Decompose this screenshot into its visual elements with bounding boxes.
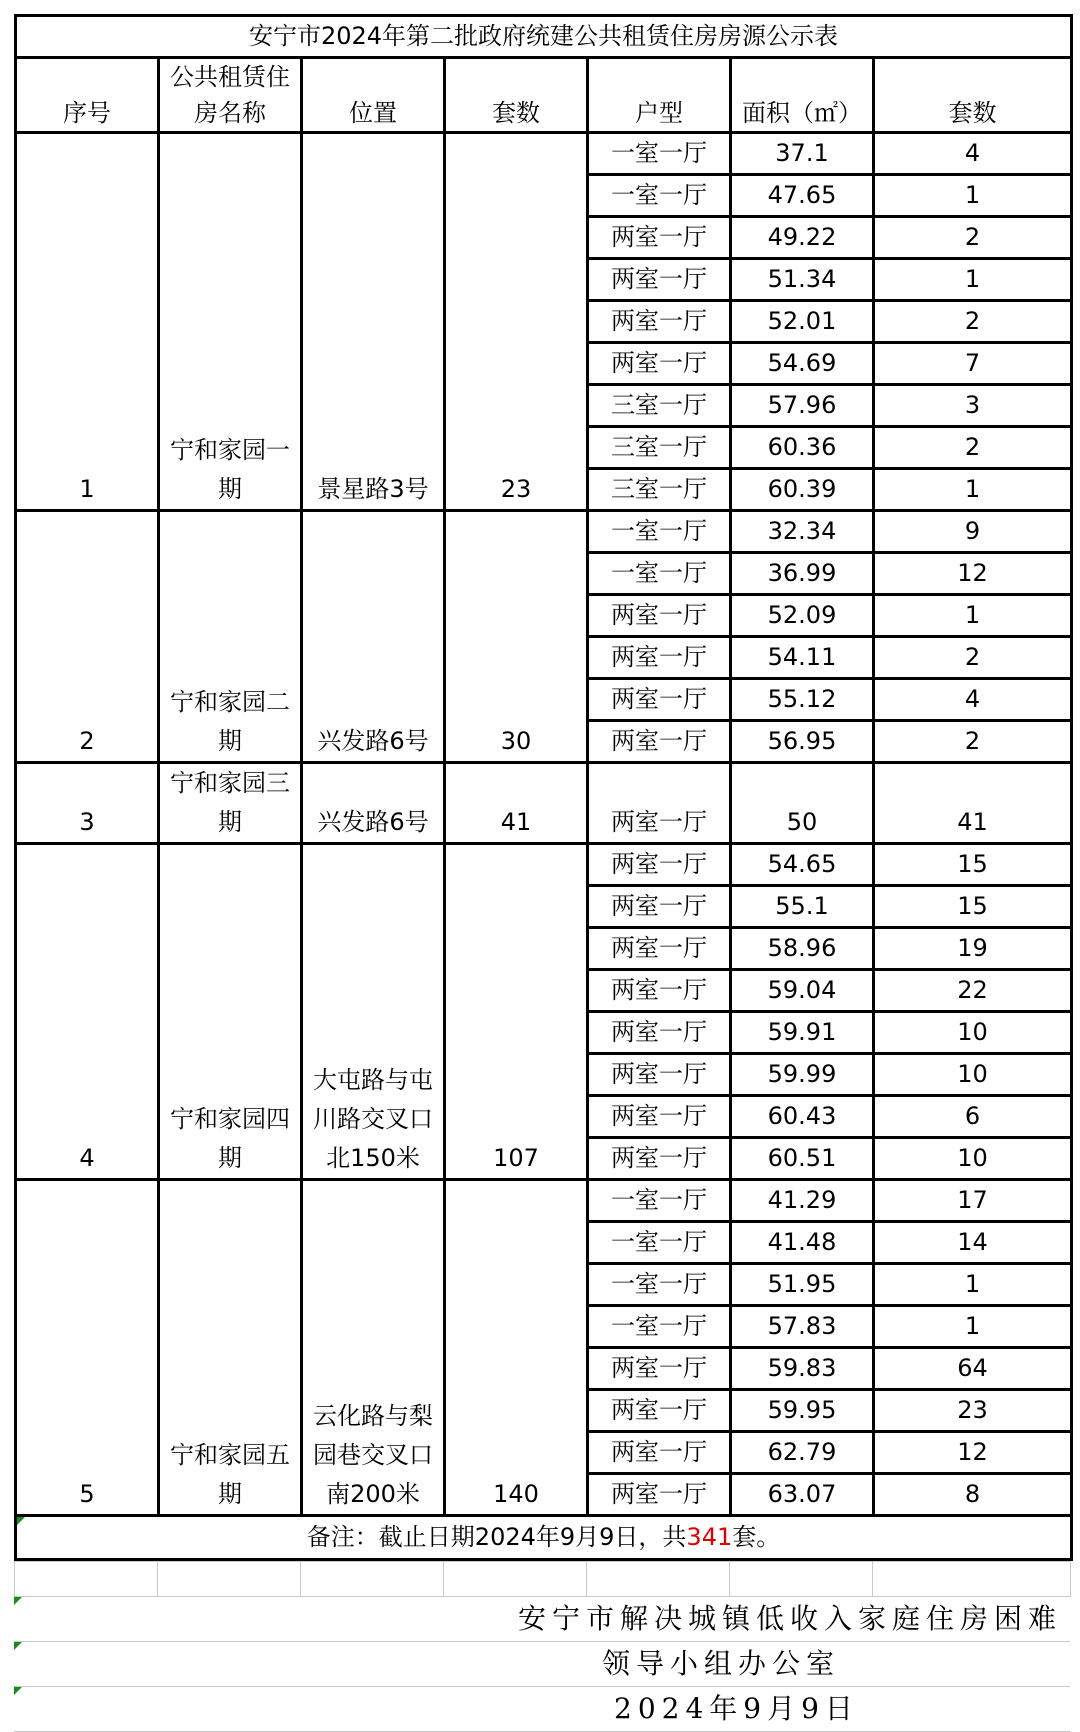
unit-area: 60.36 (731, 427, 874, 469)
footer-date-text: 2024年9月9日 (614, 1692, 859, 1725)
unit-type: 两室一厅 (588, 886, 731, 928)
unit-type: 两室一厅 (588, 1138, 731, 1180)
project-location (302, 844, 445, 1180)
project-location (302, 511, 445, 763)
project-name-line: 期 (218, 475, 242, 503)
project-index-line: 1 (79, 475, 95, 503)
header-unit-type: 户型 (588, 58, 731, 133)
unit-area: 32.34 (731, 511, 874, 553)
unit-area: 37.1 (731, 133, 874, 175)
unit-area: 60.43 (731, 1096, 874, 1138)
unit-count: 6 (874, 1096, 1072, 1138)
empty-cell[interactable] (730, 1562, 873, 1597)
table-row (16, 844, 1072, 886)
comment-marker-icon (17, 1517, 25, 1525)
unit-type: 一室一厅 (588, 133, 731, 175)
header-name-line2: 房名称 (194, 99, 266, 127)
project-name (159, 511, 302, 763)
empty-cell[interactable] (873, 1562, 1071, 1597)
unit-area: 36.99 (731, 553, 874, 595)
unit-count: 14 (874, 1222, 1072, 1264)
project-count (445, 763, 588, 844)
unit-type: 两室一厅 (588, 595, 731, 637)
unit-type: 两室一厅 (588, 259, 731, 301)
project-location-line: 兴发路6号 (317, 727, 429, 755)
project-location-line: 园巷交叉口 (313, 1441, 433, 1469)
unit-count: 1 (874, 175, 1072, 217)
empty-cell[interactable] (301, 1562, 444, 1597)
unit-count: 12 (874, 1432, 1072, 1474)
header-count: 套数 (445, 58, 588, 133)
unit-count: 2 (874, 427, 1072, 469)
unit-area: 52.01 (731, 301, 874, 343)
unit-count: 17 (874, 1180, 1072, 1222)
unit-type: 两室一厅 (588, 928, 731, 970)
project-location-line: 川路交叉口 (313, 1105, 433, 1133)
unit-type: 两室一厅 (588, 1432, 731, 1474)
project-location-line: 南200米 (326, 1480, 420, 1508)
unit-count: 10 (874, 1012, 1072, 1054)
note-total: 341 (686, 1523, 733, 1551)
unit-area: 62.79 (731, 1432, 874, 1474)
header-name (159, 58, 302, 133)
table-row (16, 511, 1072, 553)
unit-count: 23 (874, 1390, 1072, 1432)
unit-type: 三室一厅 (588, 427, 731, 469)
table-row (16, 763, 1072, 844)
comment-marker-icon (14, 1597, 22, 1605)
unit-count: 19 (874, 928, 1072, 970)
unit-area: 60.39 (731, 469, 874, 511)
project-location-line: 北150米 (326, 1144, 420, 1172)
unit-type: 三室一厅 (588, 385, 731, 427)
project-count-line: 30 (500, 727, 532, 755)
unit-area: 59.04 (731, 970, 874, 1012)
comment-marker-icon (14, 1687, 22, 1695)
empty-cell[interactable] (587, 1562, 730, 1597)
header-index: 序号 (16, 58, 159, 133)
project-index-line: 3 (79, 808, 95, 836)
project-location-line: 景星路3号 (317, 475, 429, 503)
header-area: 面积（㎡） (731, 58, 874, 133)
project-name-line: 宁和家园四 (170, 1105, 290, 1133)
housing-table (14, 14, 1073, 1561)
unit-type: 一室一厅 (588, 1264, 731, 1306)
unit-type: 三室一厅 (588, 469, 731, 511)
project-index (16, 133, 159, 511)
footer-date-line (14, 1687, 1070, 1732)
table-row (16, 1180, 1072, 1222)
project-name-line: 宁和家园二 (170, 688, 290, 716)
unit-type: 两室一厅 (588, 301, 731, 343)
unit-area: 59.95 (731, 1390, 874, 1432)
unit-area: 49.22 (731, 217, 874, 259)
unit-type: 一室一厅 (588, 553, 731, 595)
project-location (302, 1180, 445, 1516)
unit-type: 两室一厅 (588, 1012, 731, 1054)
unit-count: 8 (874, 1474, 1072, 1516)
unit-count: 64 (874, 1348, 1072, 1390)
unit-area: 59.83 (731, 1348, 874, 1390)
unit-count: 1 (874, 1306, 1072, 1348)
unit-area: 60.51 (731, 1138, 874, 1180)
unit-area: 55.12 (731, 679, 874, 721)
unit-type: 两室一厅 (588, 217, 731, 259)
unit-area: 56.95 (731, 721, 874, 763)
unit-area: 58.96 (731, 928, 874, 970)
unit-type: 两室一厅 (588, 679, 731, 721)
unit-count: 7 (874, 343, 1072, 385)
unit-area: 54.11 (731, 637, 874, 679)
project-name-line: 期 (218, 808, 242, 836)
unit-type: 一室一厅 (588, 511, 731, 553)
table-title: 安宁市2024年第二批政府统建公共租赁住房房源公示表 (16, 16, 1072, 58)
unit-count: 41 (874, 763, 1072, 844)
project-index (16, 844, 159, 1180)
project-index (16, 511, 159, 763)
empty-cell[interactable] (15, 1562, 158, 1597)
project-name-line: 期 (218, 1480, 242, 1508)
unit-area: 59.99 (731, 1054, 874, 1096)
project-location-line: 兴发路6号 (317, 808, 429, 836)
unit-type: 两室一厅 (588, 343, 731, 385)
project-name (159, 133, 302, 511)
project-count (445, 511, 588, 763)
unit-area: 57.96 (731, 385, 874, 427)
project-count (445, 133, 588, 511)
unit-type: 一室一厅 (588, 1306, 731, 1348)
comment-marker-icon (14, 1642, 22, 1650)
unit-count: 1 (874, 595, 1072, 637)
table-row (16, 133, 1072, 175)
unit-count: 22 (874, 970, 1072, 1012)
footer-office-line1 (14, 1597, 1070, 1642)
unit-count: 9 (874, 511, 1072, 553)
project-index (16, 763, 159, 844)
unit-type: 两室一厅 (588, 721, 731, 763)
unit-area: 54.65 (731, 844, 874, 886)
unit-type: 两室一厅 (588, 1474, 731, 1516)
unit-count: 4 (874, 679, 1072, 721)
project-index (16, 1180, 159, 1516)
project-index-line: 4 (79, 1144, 95, 1172)
note-prefix: 备注：截止日期2024年9月9日，共 (306, 1523, 687, 1551)
project-name (159, 763, 302, 844)
project-location-line: 云化路与梨 (313, 1402, 433, 1430)
project-name (159, 1180, 302, 1516)
project-name-line: 宁和家园五 (170, 1441, 290, 1469)
unit-type: 两室一厅 (588, 1348, 731, 1390)
unit-area: 59.91 (731, 1012, 874, 1054)
project-name-line: 宁和家园一 (170, 436, 290, 464)
unit-area: 51.34 (731, 259, 874, 301)
unit-type: 一室一厅 (588, 175, 731, 217)
footer-office-line1-text: 安宁市解决城镇低收入家庭住房困难 (517, 1602, 1062, 1635)
unit-count: 10 (874, 1138, 1072, 1180)
project-name (159, 844, 302, 1180)
unit-count: 15 (874, 844, 1072, 886)
unit-count: 2 (874, 637, 1072, 679)
header-unit-count: 套数 (874, 58, 1072, 133)
header-location: 位置 (302, 58, 445, 133)
project-location (302, 133, 445, 511)
unit-area: 52.09 (731, 595, 874, 637)
unit-type: 两室一厅 (588, 763, 731, 844)
unit-type: 一室一厅 (588, 1222, 731, 1264)
unit-type: 一室一厅 (588, 1180, 731, 1222)
project-location-line: 大屯路与屯 (313, 1066, 433, 1094)
header-name-line1: 公共租赁住 (170, 63, 290, 91)
unit-count: 15 (874, 886, 1072, 928)
unit-count: 1 (874, 469, 1072, 511)
project-name-line: 宁和家园三 (170, 769, 290, 797)
unit-area: 63.07 (731, 1474, 874, 1516)
unit-type: 两室一厅 (588, 1390, 731, 1432)
unit-area: 55.1 (731, 886, 874, 928)
unit-count: 12 (874, 553, 1072, 595)
project-name-line: 期 (218, 1144, 242, 1172)
footer-office-line2 (14, 1642, 1070, 1687)
project-count-line: 107 (493, 1144, 539, 1172)
unit-type: 两室一厅 (588, 844, 731, 886)
unit-count: 2 (874, 217, 1072, 259)
unit-area: 51.95 (731, 1264, 874, 1306)
unit-area: 47.65 (731, 175, 874, 217)
header-row (16, 58, 1072, 133)
unit-area: 54.69 (731, 343, 874, 385)
note-suffix: 套。 (732, 1523, 781, 1551)
project-index-line: 2 (79, 727, 95, 755)
unit-count: 3 (874, 385, 1072, 427)
spreadsheet (14, 14, 1070, 1732)
project-count (445, 1180, 588, 1516)
unit-type: 两室一厅 (588, 1096, 731, 1138)
unit-count: 10 (874, 1054, 1072, 1096)
project-location (302, 763, 445, 844)
footer-office-line2-text: 领导小组办公室 (602, 1647, 841, 1680)
unit-type: 两室一厅 (588, 1054, 731, 1096)
project-count-line: 140 (493, 1480, 539, 1508)
empty-grid-row (14, 1561, 1071, 1597)
project-name-line: 期 (218, 727, 242, 755)
unit-area: 57.83 (731, 1306, 874, 1348)
empty-cell[interactable] (158, 1562, 301, 1597)
project-index-line: 5 (79, 1480, 95, 1508)
unit-type: 两室一厅 (588, 970, 731, 1012)
project-count-line: 41 (500, 808, 532, 836)
unit-count: 2 (874, 721, 1072, 763)
project-count (445, 844, 588, 1180)
unit-count: 2 (874, 301, 1072, 343)
project-count-line: 23 (500, 475, 532, 503)
unit-count: 4 (874, 133, 1072, 175)
unit-type: 两室一厅 (588, 637, 731, 679)
unit-count: 1 (874, 259, 1072, 301)
unit-area: 41.29 (731, 1180, 874, 1222)
empty-cell[interactable] (444, 1562, 587, 1597)
note-row (16, 1516, 1072, 1560)
unit-count: 1 (874, 1264, 1072, 1306)
unit-area: 50 (731, 763, 874, 844)
unit-area: 41.48 (731, 1222, 874, 1264)
